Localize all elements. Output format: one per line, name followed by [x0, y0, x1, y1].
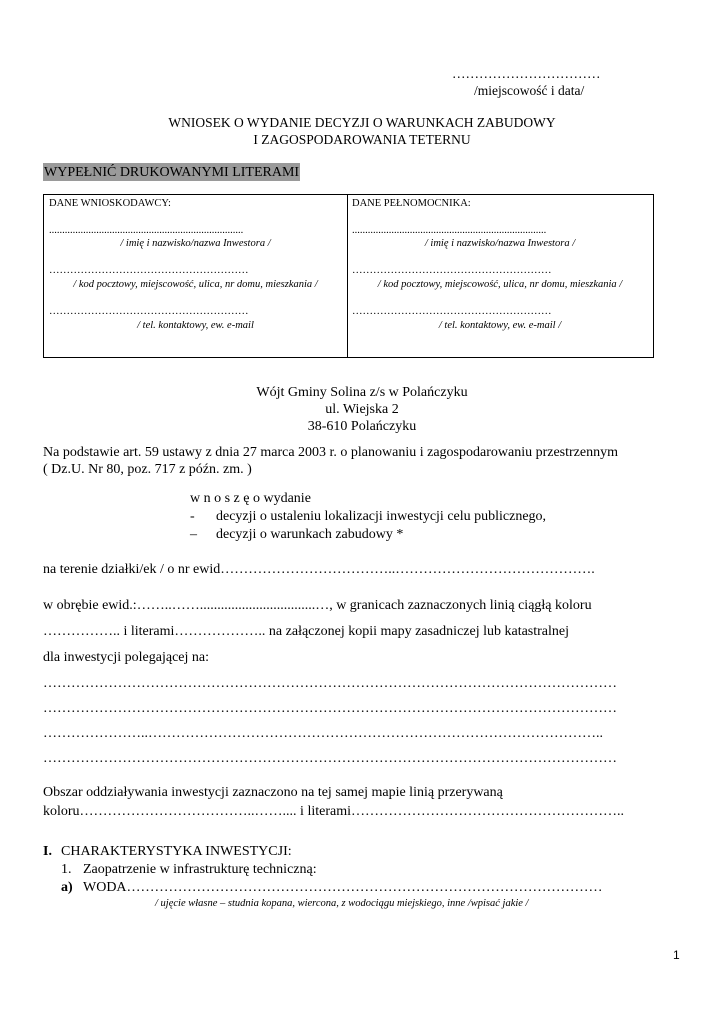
section-i-title: CHARAKTERYSTYKA INWESTYCJI:: [61, 844, 292, 859]
authority-address: [0, 384, 724, 435]
proxy-name-field[interactable]: ..........................................................................: [352, 225, 547, 236]
section-i-item-a-label: a): [61, 880, 73, 895]
impact-area-color-field[interactable]: koloru………………………………..…….... i literami…………………………………………………..: [43, 804, 624, 819]
document-title: [0, 114, 724, 148]
date-place-dots: ……………………………: [452, 66, 601, 81]
authority-line-2: ul. Wiejska 2: [325, 402, 399, 417]
applicant-name-caption: / imię i nazwisko/nazwa Inwestora /: [120, 238, 271, 249]
applicant-column: [44, 195, 348, 357]
investment-description-line-2[interactable]: ……………………………………………………………………………………………………………: [43, 701, 617, 716]
request-intro: w n o s z ę o wydanie: [190, 491, 311, 506]
applicant-contact-field[interactable]: …………………………………………………: [49, 306, 249, 317]
applicant-name-field[interactable]: ..........................................................................: [49, 225, 244, 236]
proxy-heading: DANE PEŁNOMOCNIKA:: [352, 198, 471, 209]
proxy-address-field[interactable]: …………………………………………………: [352, 265, 552, 276]
proxy-column: [347, 195, 653, 357]
applicant-address-caption: / kod pocztowy, miejscowość, ulica, nr domu, mieszkania /: [73, 279, 318, 290]
investment-description-line-1[interactable]: ……………………………………………………………………………………………………………: [43, 676, 617, 691]
title-line-1: WNIOSEK O WYDANIE DECYZJI O WARUNKACH ZABUDOWY: [168, 115, 556, 130]
request-item-1-dash: -: [190, 509, 195, 524]
water-supply-field[interactable]: WODA…………………………………………………………………………………………: [83, 880, 603, 895]
request-item-2-dash: –: [190, 527, 197, 542]
legal-basis-line-1: Na podstawie art. 59 ustawy z dnia 27 marca 2003 r. o planowaniu i zagospodarowaniu przestrzennym: [43, 445, 618, 460]
proxy-name-caption: / imię i nazwisko/nazwa Inwestora /: [424, 238, 576, 249]
section-i-item-1: Zaopatrzenie w infrastrukturę techniczną:: [83, 862, 317, 877]
water-supply-caption: / ujęcie własne – studnia kopana, wiercona, z wodociągu miejskiego, inne /wpisać jakie /: [155, 898, 529, 909]
investment-description-line-3[interactable]: …………………..……………………………………………………………………………………..: [43, 726, 603, 741]
impact-area-line-1: Obszar oddziaływania inwestycji zaznaczono na tej samej mapie linią przerywaną: [43, 785, 503, 800]
applicant-address-field[interactable]: …………………………………………………: [49, 265, 249, 276]
date-place-caption: /miejscowość i data/: [474, 83, 585, 98]
authority-line-3: 38-610 Polańczyku: [307, 419, 417, 434]
precinct-field[interactable]: w obrębie ewid.:……..…….................................…, w granicach zaznaczonych linią ciągłą koloru: [43, 598, 592, 613]
print-in-capitals-notice: WYPEŁNIĆ DRUKOWANYMI LITERAMI: [44, 165, 300, 180]
page-number: 1: [673, 948, 680, 962]
request-item-building-conditions: decyzji o warunkach zabudowy *: [216, 527, 404, 542]
line-color-field[interactable]: …………….. i literami……………….. na załączonej kopii mapy zasadniczej lub katastralnej: [43, 624, 570, 639]
proxy-address-caption: / kod pocztowy, miejscowość, ulica, nr domu, mieszkania /: [377, 279, 623, 290]
legal-basis-line-2: ( Dz.U. Nr 80, poz. 717 z późn. zm. ): [43, 462, 252, 477]
applicant-data-box: [43, 194, 654, 358]
applicant-heading: DANE WNIOSKODAWCY:: [49, 198, 171, 209]
investment-label: dla inwestycji polegającej na:: [43, 650, 209, 665]
plot-number-field[interactable]: na terenie działki/ek / o nr ewid………………………………..…………………………………….: [43, 562, 595, 577]
proxy-contact-field[interactable]: …………………………………………………: [352, 306, 552, 317]
title-line-2: I ZAGOSPODAROWANIA TETERNU: [253, 132, 471, 147]
proxy-contact-caption: / tel. kontaktowy, ew. e-mail /: [438, 320, 562, 331]
applicant-contact-caption: / tel. kontaktowy, ew. e-mail: [137, 320, 254, 331]
section-i-item-1-number: 1.: [61, 862, 72, 877]
investment-description-line-4[interactable]: ……………………………………………………………………………………………………………: [43, 751, 617, 766]
section-i-number: I.: [43, 844, 52, 859]
authority-line-1: Wójt Gminy Solina z/s w Polańczyku: [256, 385, 468, 400]
request-item-public-purpose: decyzji o ustaleniu lokalizacji inwestycji celu publicznego,: [216, 509, 547, 524]
